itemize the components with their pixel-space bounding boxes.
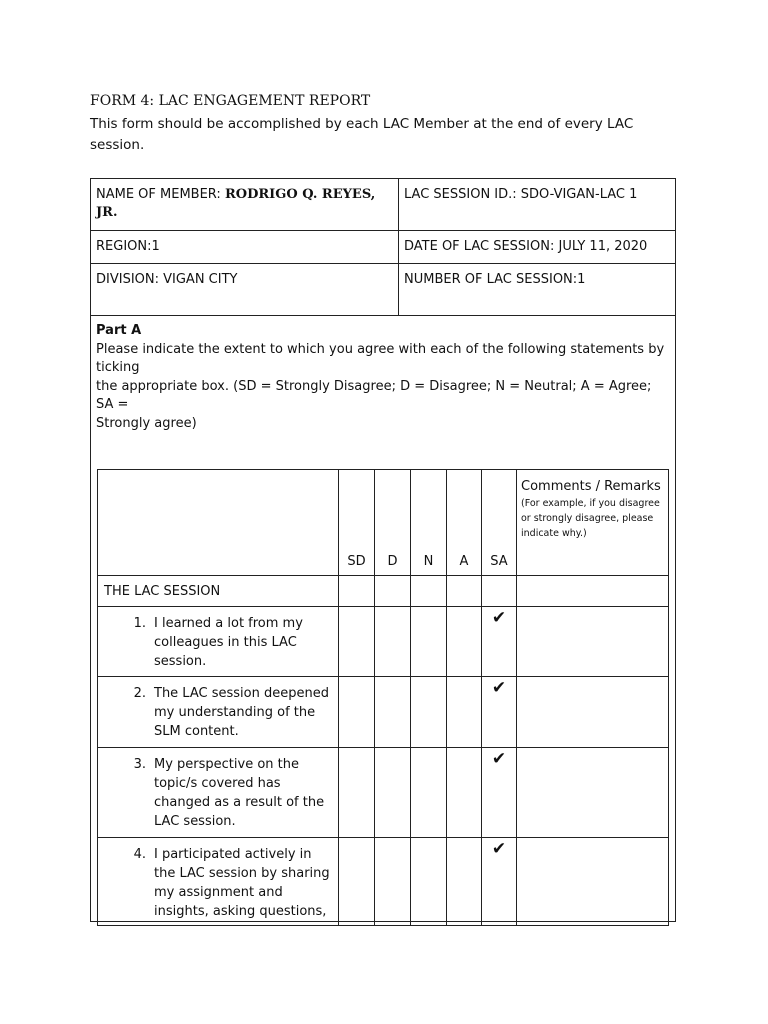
statement-text: My perspective on the topic/s covered has changed as a result of the LAC session. bbox=[154, 757, 325, 829]
sa-box[interactable] bbox=[482, 677, 517, 748]
rating-table bbox=[97, 469, 669, 926]
a-box[interactable] bbox=[447, 748, 482, 838]
sd-box[interactable] bbox=[339, 838, 375, 926]
statement-text: I participated actively in the LAC session by sharing my assignment and insights, asking questions, bbox=[154, 847, 330, 919]
division-cell: DIVISION: VIGAN CITY bbox=[91, 264, 399, 315]
section-row bbox=[98, 576, 669, 607]
info-row-1 bbox=[91, 179, 675, 231]
check-mark-icon: ✔ bbox=[491, 749, 507, 769]
form-intro: This form should be accomplished by each LAC Member at the end of every LAC session. bbox=[90, 116, 634, 153]
n-box[interactable] bbox=[411, 748, 447, 838]
session-number-cell: NUMBER OF LAC SESSION:1 bbox=[404, 272, 586, 287]
check-mark-icon: ✔ bbox=[491, 839, 507, 859]
section-label: THE LAC SESSION bbox=[98, 576, 339, 607]
d-box[interactable] bbox=[375, 748, 411, 838]
sd-box[interactable] bbox=[339, 607, 375, 677]
member-name-label: NAME OF MEMBER: bbox=[96, 187, 225, 202]
statement-text: I learned a lot from my colleagues in this LAC session. bbox=[154, 616, 303, 669]
check-mark-icon: ✔ bbox=[491, 678, 507, 698]
a-box[interactable] bbox=[447, 677, 482, 748]
sa-header: SA bbox=[482, 470, 517, 576]
d-box[interactable] bbox=[375, 607, 411, 677]
part-a-line-1: Please indicate the extent to which you agree with each of the following statements by ticking bbox=[96, 341, 665, 375]
member-name-cell bbox=[91, 179, 399, 230]
a-header: A bbox=[447, 470, 482, 576]
d-box[interactable] bbox=[375, 677, 411, 748]
blank-cell bbox=[517, 576, 669, 607]
comments-header-main: Comments / Remarks bbox=[521, 479, 661, 494]
n-box[interactable] bbox=[411, 607, 447, 677]
table-row bbox=[98, 607, 669, 677]
d-header: D bbox=[375, 470, 411, 576]
statement-cell bbox=[98, 748, 339, 838]
sd-box[interactable] bbox=[339, 677, 375, 748]
statement-cell bbox=[98, 677, 339, 748]
part-a-instructions bbox=[96, 322, 671, 433]
info-row-2 bbox=[91, 231, 675, 264]
sa-box[interactable] bbox=[482, 838, 517, 926]
statement-text: The LAC session deepened my understanding of the SLM content. bbox=[154, 686, 329, 739]
blank-cell bbox=[447, 576, 482, 607]
form-title: FORM 4: LAC ENGAGEMENT REPORT bbox=[90, 93, 371, 109]
a-box[interactable] bbox=[447, 607, 482, 677]
engagement-report-form bbox=[90, 178, 676, 922]
session-date-cell: DATE OF LAC SESSION: JULY 11, 2020 bbox=[404, 239, 648, 254]
d-box[interactable] bbox=[375, 838, 411, 926]
sd-header: SD bbox=[339, 470, 375, 576]
part-a-title: Part A bbox=[96, 323, 142, 338]
blank-cell bbox=[482, 576, 517, 607]
rating-header-row bbox=[98, 470, 669, 576]
sa-box[interactable] bbox=[482, 748, 517, 838]
a-box[interactable] bbox=[447, 838, 482, 926]
statement-number: 2. bbox=[133, 686, 146, 701]
comment-box[interactable] bbox=[517, 607, 669, 677]
blank-cell bbox=[411, 576, 447, 607]
comments-header bbox=[517, 470, 669, 576]
blank-cell bbox=[339, 576, 375, 607]
comment-box[interactable] bbox=[517, 748, 669, 838]
comment-box[interactable] bbox=[517, 677, 669, 748]
statement-number: 1. bbox=[133, 616, 146, 631]
info-row-3 bbox=[91, 264, 675, 316]
member-name-value: RODRIGO Q. REYES, JR. bbox=[96, 187, 376, 220]
part-a-line-2: the appropriate box. (SD = Strongly Disagree; D = Disagree; N = Neutral; A = Agree; SA = bbox=[96, 378, 652, 412]
statement-number: 4. bbox=[133, 847, 146, 862]
part-a-line-3: Strongly agree) bbox=[96, 415, 197, 431]
comment-box[interactable] bbox=[517, 838, 669, 926]
check-mark-icon: ✔ bbox=[491, 608, 507, 628]
n-header: N bbox=[411, 470, 447, 576]
n-box[interactable] bbox=[411, 677, 447, 748]
statement-cell bbox=[98, 838, 339, 926]
session-id-cell: LAC SESSION ID.: SDO-VIGAN-LAC 1 bbox=[404, 187, 638, 202]
table-row bbox=[98, 838, 669, 926]
statement-cell bbox=[98, 607, 339, 677]
statement-header bbox=[98, 470, 339, 576]
n-box[interactable] bbox=[411, 838, 447, 926]
blank-cell bbox=[375, 576, 411, 607]
table-row bbox=[98, 748, 669, 838]
region-cell: REGION:1 bbox=[91, 231, 399, 263]
comments-header-note: (For example, if you disagree or strongly disagree, please indicate why.) bbox=[521, 498, 660, 539]
statement-number: 3. bbox=[133, 757, 146, 772]
sa-box[interactable] bbox=[482, 607, 517, 677]
table-row bbox=[98, 677, 669, 748]
sd-box[interactable] bbox=[339, 748, 375, 838]
